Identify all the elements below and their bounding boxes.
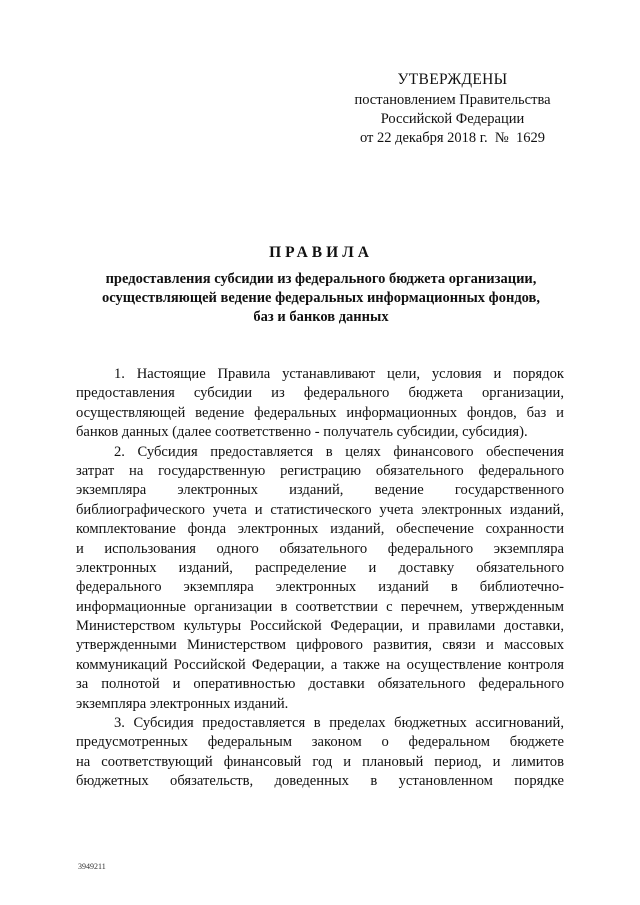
approval-line: постановлением Правительства	[354, 92, 551, 108]
approval-line: Российской Федерации	[380, 111, 525, 127]
document-subtitle	[76, 270, 566, 327]
subtitle-line: баз и банков данных	[253, 309, 389, 325]
paragraph-2-line: экземпляра электронных изданий.	[76, 695, 289, 712]
paragraph-2-line: затрат на государственную регистрацию обязательного федерального	[76, 462, 564, 479]
paragraph-1-line: банков данных (далее соответственно - получатель субсидии, субсидия).	[76, 424, 528, 441]
paragraph-2-line: библиографического учета и статистического учета электронных изданий,	[76, 501, 564, 518]
paragraph-2-line: экземпляра электронных изданий, ведение государственного	[76, 482, 564, 499]
paragraph-1-line: предоставления субсидии из федерального бюджета организации,	[76, 385, 564, 402]
paragraph-2-line: комплектование фонда электронных изданий, обеспечение сохранности	[76, 521, 564, 538]
paragraph-3-line: предусмотренных федеральным законом о федеральном бюджете	[76, 734, 564, 751]
paragraph-2-line: Министерством культуры Российской Федерации, и правилами доставки,	[76, 618, 564, 635]
subtitle-line: предоставления субсидии из федерального бюджета организации,	[105, 271, 537, 287]
paragraph-2-line: за полнотой и оперативностью доставки обязательного федерального	[76, 676, 564, 693]
paragraph-3-line: на соответствующий финансовый год и плановый период, и лимитов	[76, 753, 564, 770]
document-body	[76, 365, 564, 792]
approval-heading: УТВЕРЖДЕНЫ	[397, 71, 508, 88]
paragraph-2-line: федерального экземпляра электронных изданий в библиотечно-	[76, 579, 564, 596]
approval-block	[330, 70, 575, 148]
document-code: 3949211	[78, 862, 106, 871]
paragraph-1-line: осуществляющей ведение федеральных информационных фондов, баз и	[76, 404, 564, 421]
paragraph-2-line: электронных изданий, распределение и доставку обязательного	[76, 559, 564, 576]
approval-line: от 22 декабря 2018 г. № 1629	[359, 130, 546, 146]
paragraph-2-line: информационные организации в соответствии с перечнем, утвержденным	[76, 598, 564, 615]
paragraph-3-line: бюджетных обязательств, доведенных в установленном порядке	[76, 773, 564, 790]
subtitle-line: осуществляющей ведение федеральных информационных фондов,	[101, 290, 541, 306]
paragraph-2-line: утвержденными Министерством цифрового развития, связи и массовых	[76, 637, 564, 654]
paragraph-3-line: 3. Субсидия предоставляется в пределах бюджетных ассигнований,	[114, 715, 564, 732]
paragraph-2-line: коммуникаций Российской Федерации, а также на осуществление контроля	[76, 656, 564, 673]
paragraph-1-line: 1. Настоящие Правила устанавливают цели, условия и порядок	[114, 366, 564, 382]
paragraph-2-line: и использования одного обязательного федерального экземпляра	[76, 540, 564, 557]
paragraph-2-line: 2. Субсидия предоставляется в целях финансового обеспечения	[114, 443, 564, 460]
document-title: ПРАВИЛА	[269, 244, 373, 261]
